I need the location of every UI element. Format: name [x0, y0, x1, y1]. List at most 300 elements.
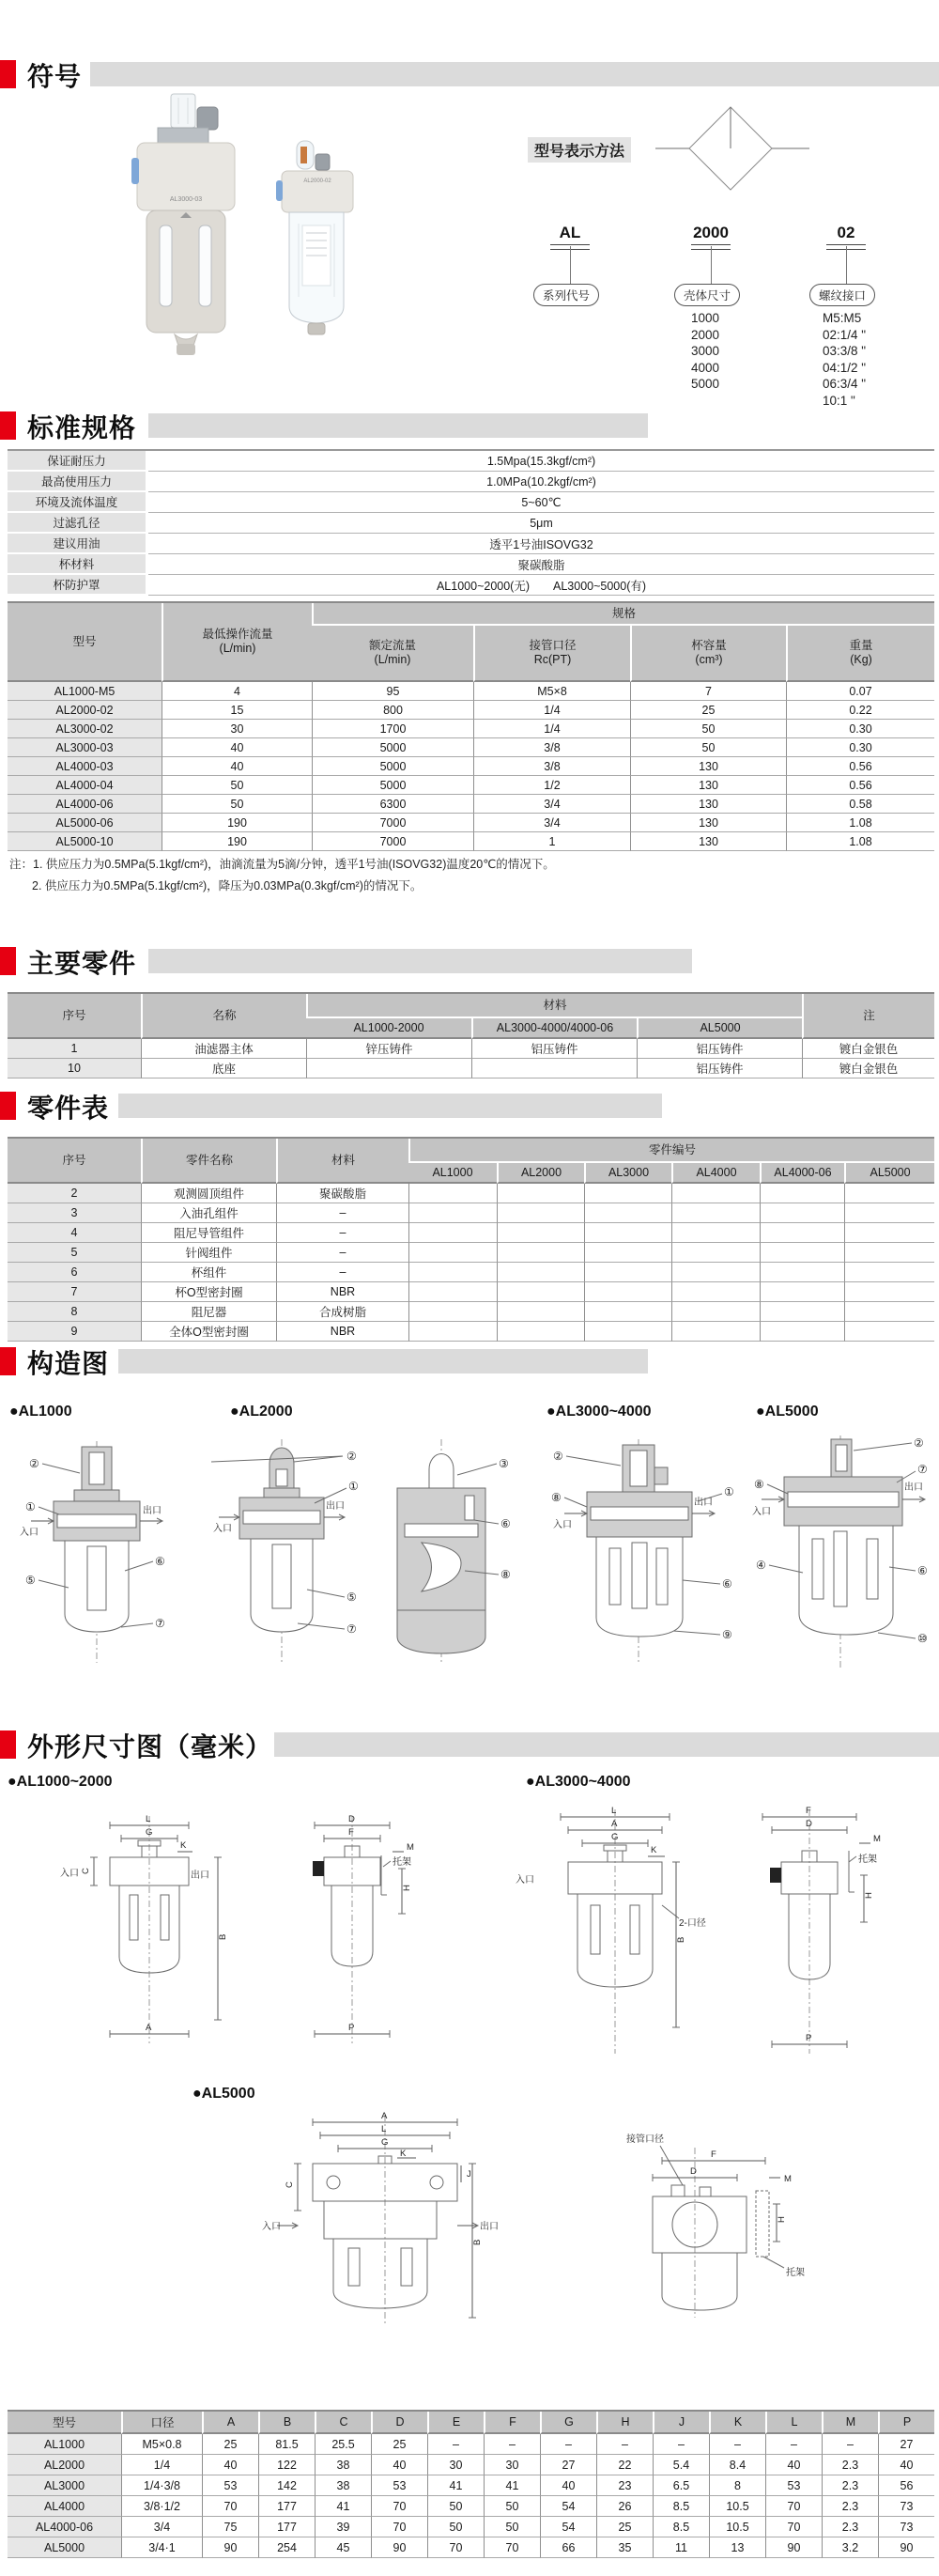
pipe-port-label: 接管口径 [626, 2134, 664, 2145]
section-bar [148, 949, 692, 973]
table-cell: 41 [315, 2496, 371, 2517]
table-cell: 7 [8, 1282, 141, 1302]
table-cell: 5μm [148, 513, 934, 534]
group-header-part-no: 零件编号 [408, 1139, 934, 1163]
table-cell [760, 1184, 844, 1203]
table-cell: 3.2 [822, 2537, 878, 2558]
col-header-model: 型号 [8, 603, 162, 682]
thread-port-options [823, 310, 866, 409]
construction-label-al3000-4000: ●AL3000~4000 [546, 1404, 652, 1420]
col-header-min-flow [162, 603, 312, 682]
dim-P: P [348, 2023, 355, 2033]
table-cell: 177 [258, 2496, 315, 2517]
dim-A: A [146, 2023, 152, 2033]
table-cell: – [276, 1243, 408, 1263]
callout-5: ⑤ [346, 1591, 357, 1604]
table-cell: 40 [371, 2455, 427, 2475]
table-cell: 1700 [312, 720, 473, 738]
dimension-drawing-side-al3000-4000 [732, 1802, 887, 2060]
callout-3: ③ [499, 1457, 509, 1470]
callout-7: ⑦ [155, 1617, 165, 1630]
table-cell: M5×8 [473, 682, 630, 701]
table-cell [760, 1243, 844, 1263]
table-cell: 38 [315, 2455, 371, 2475]
table-cell: 3/8·1/2 [121, 2496, 202, 2517]
outlet-label: 出口 [326, 1501, 345, 1512]
table-cell [497, 1223, 584, 1243]
option-item: 10:1 " [823, 393, 855, 408]
table-cell: 15 [162, 701, 312, 720]
table-cell [408, 1243, 497, 1263]
table-cell: 81.5 [258, 2434, 315, 2455]
construction-label-al1000: ●AL1000 [9, 1404, 72, 1420]
table-cell [408, 1203, 497, 1223]
table-row [8, 832, 934, 851]
construction-diagram-al3000-4000 [540, 1430, 742, 1674]
table-cell: 3/8 [473, 738, 630, 757]
col-header-al4000-06: AL4000-06 [760, 1163, 844, 1184]
dim-H: H [402, 1885, 412, 1891]
table-cell: 40 [162, 757, 312, 776]
product-photo [131, 92, 394, 374]
header-line: (L/min) [374, 653, 411, 666]
dim-C: C [285, 2181, 295, 2188]
table-cell: 1.0MPa(10.2kgf/cm²) [148, 472, 934, 492]
table-cell: AL2000-02 [8, 701, 162, 720]
col-header-port [473, 626, 630, 682]
dim-L: L [611, 1806, 617, 1816]
table-cell [844, 1282, 934, 1302]
table-cell: AL1000 [8, 2434, 121, 2455]
table-cell: 50 [484, 2517, 540, 2537]
construction-diagram-al1000 [14, 1430, 178, 1674]
dim-H: H [777, 2216, 787, 2223]
col-header-al5000: AL5000 [844, 1163, 934, 1184]
outlet-label: 出口 [143, 1506, 162, 1516]
note-line-2: 2. 供应压力为0.5MPa(5.1kgf/cm²)，降压为0.03MPa(0.3kgf/cm²)的情况下。 [32, 879, 423, 892]
connector-line [570, 246, 571, 284]
table-cell: 40 [765, 2455, 822, 2475]
table-cell: 70 [484, 2537, 540, 2558]
option-item: 2000 [691, 327, 720, 342]
table-cell [584, 1203, 671, 1223]
table-row [8, 1223, 934, 1243]
group-header-spec: 规格 [312, 603, 934, 626]
table-cell: 70 [371, 2496, 427, 2517]
table-cell [844, 1243, 934, 1263]
left-model-label: AL3000-03 [169, 196, 203, 203]
table-cell: 1.08 [786, 814, 934, 832]
outlet-label: 出口 [191, 1870, 209, 1881]
table-cell: 1 [8, 1039, 141, 1059]
section-title: 标准规格 [27, 413, 137, 442]
table-cell: 聚碳酸脂 [276, 1184, 408, 1203]
table-cell: 26 [596, 2496, 653, 2517]
thread-port-label: 螺纹接口 [809, 284, 875, 306]
table-cell [497, 1184, 584, 1203]
table-cell: 70 [202, 2496, 258, 2517]
dimension-drawing-front-al5000 [258, 2109, 512, 2330]
table-cell: 5 [8, 1243, 141, 1263]
table-cell: 1.5Mpa(15.3kgf/cm²) [148, 451, 934, 472]
table-row [8, 2455, 934, 2475]
col-header-al1000: AL1000 [408, 1163, 497, 1184]
dim-G: G [146, 1827, 153, 1838]
table-cell: AL3000 [8, 2475, 121, 2496]
table-cell [497, 1282, 584, 1302]
dim-D: D [806, 1819, 812, 1829]
col-header-mat-2: AL3000-4000/4000-06 [471, 1018, 637, 1039]
callout-6: ⑥ [722, 1577, 732, 1591]
table-cell: 30 [427, 2455, 484, 2475]
table-row [8, 795, 934, 814]
table-cell: 保证耐压力 [8, 451, 148, 472]
table-cell: 锌压铸件 [306, 1039, 471, 1059]
dim-K: K [651, 1845, 657, 1855]
table-cell: 40 [540, 2475, 596, 2496]
table-cell: 4 [8, 1223, 141, 1243]
dim-K: K [400, 2149, 407, 2159]
model-code-title: 型号表示方法 [528, 137, 631, 163]
table-cell: 6300 [312, 795, 473, 814]
table-cell: 入油孔组件 [141, 1203, 276, 1223]
connector-line [711, 246, 712, 284]
table-cell: 95 [312, 682, 473, 701]
table-cell [584, 1243, 671, 1263]
table-row [8, 1282, 934, 1302]
table-cell: – [276, 1263, 408, 1282]
table-cell [671, 1184, 760, 1203]
header-line: (Kg) [850, 653, 872, 666]
table-cell [760, 1223, 844, 1243]
table-cell: 油滤器主体 [141, 1039, 306, 1059]
dim-L: L [146, 1814, 151, 1824]
table-cell [471, 1059, 637, 1079]
table-cell: 10 [8, 1059, 141, 1079]
table-cell: 190 [162, 814, 312, 832]
table-cell [584, 1282, 671, 1302]
table-cell: 130 [630, 757, 786, 776]
col-header-no: 序号 [8, 1139, 141, 1184]
table-cell: 0.07 [786, 682, 934, 701]
outlet-label: 出口 [480, 2222, 499, 2232]
callout-1: ① [348, 1480, 359, 1493]
col-header-mat-3: AL5000 [637, 1018, 802, 1039]
table-cell: 41 [484, 2475, 540, 2496]
table-cell: 7000 [312, 832, 473, 851]
table-cell: 45 [315, 2537, 371, 2558]
table-cell: 6 [8, 1263, 141, 1282]
table-cell: AL4000 [8, 2496, 121, 2517]
callout-6: ⑥ [917, 1564, 928, 1577]
table-cell [760, 1203, 844, 1223]
dims-label-al1000-2000: ●AL1000~2000 [8, 1774, 113, 1790]
inlet-label: 入口 [553, 1520, 572, 1530]
table-cell [306, 1059, 471, 1079]
dim-D: D [690, 2166, 697, 2177]
table-cell: 190 [162, 832, 312, 851]
table-cell: 70 [427, 2537, 484, 2558]
inlet-label: 入口 [262, 2222, 281, 2232]
inlet-label: 入口 [20, 1528, 38, 1538]
table-cell: 25 [596, 2517, 653, 2537]
table-cell: 90 [371, 2537, 427, 2558]
table-cell: 1/4 [473, 720, 630, 738]
table-cell [671, 1203, 760, 1223]
construction-diagram-al2000 [211, 1430, 521, 1674]
table-row [8, 2412, 934, 2434]
table-cell: 铝压铸件 [471, 1039, 637, 1059]
table-cell [844, 1322, 934, 1342]
table-cell: AL1000~2000(无) AL3000~5000(有) [148, 575, 934, 596]
table-cell: 1 [473, 832, 630, 851]
inlet-label: 入口 [516, 1875, 534, 1885]
table-cell [671, 1243, 760, 1263]
table-cell: 1.08 [786, 832, 934, 851]
table-row [8, 682, 934, 701]
table-cell: 透平1号油ISOVG32 [148, 534, 934, 554]
table-row [8, 2517, 934, 2537]
table-cell: 27 [540, 2455, 596, 2475]
table-cell: 39 [315, 2517, 371, 2537]
section-bar [118, 1349, 648, 1373]
table-cell: 2.3 [822, 2517, 878, 2537]
section-title: 外形尺寸图（毫米） [27, 1732, 273, 1761]
table-row [8, 2434, 934, 2455]
table-row [8, 776, 934, 795]
table-cell: 观测圆顶组件 [141, 1184, 276, 1203]
table-cell [844, 1203, 934, 1223]
table-row [8, 534, 934, 554]
table-cell: 针阀组件 [141, 1243, 276, 1263]
callout-8: ⑧ [551, 1491, 562, 1504]
table-cell: 177 [258, 2517, 315, 2537]
option-item: 3000 [691, 344, 720, 358]
table-cell: 5000 [312, 738, 473, 757]
col-header-note: 注 [802, 994, 934, 1039]
table-cell: – [540, 2434, 596, 2455]
col-header-al3000: AL3000 [584, 1163, 671, 1184]
table-cell: 3/8 [473, 757, 630, 776]
table-cell: 阻尼导管组件 [141, 1223, 276, 1243]
section-title: 构造图 [27, 1349, 110, 1378]
dim-G: G [611, 1832, 619, 1842]
table-cell: 杯材料 [8, 554, 148, 575]
table-cell: 54 [540, 2496, 596, 2517]
table-cell: 130 [630, 832, 786, 851]
section-bar [148, 413, 648, 438]
table-cell [760, 1282, 844, 1302]
table-cell: J [653, 2412, 709, 2434]
table-cell: 90 [202, 2537, 258, 2558]
table-cell: 130 [630, 776, 786, 795]
table-cell: 8 [8, 1302, 141, 1322]
table-cell: AL5000 [8, 2537, 121, 2558]
table-row [8, 1302, 934, 1322]
table-cell: 阻尼器 [141, 1302, 276, 1322]
section-marker [0, 1730, 16, 1759]
section-header-construction [0, 1343, 939, 1379]
table-cell: 800 [312, 701, 473, 720]
dimension-drawing-front-al3000-4000 [512, 1802, 728, 2060]
table-cell: 3 [8, 1203, 141, 1223]
dim-F: F [806, 1806, 811, 1816]
table-cell: 40 [162, 738, 312, 757]
table-cell [497, 1263, 584, 1282]
table-cell [584, 1223, 671, 1243]
table-cell: 22 [596, 2455, 653, 2475]
table-cell: 254 [258, 2537, 315, 2558]
code-body-size: 2000 [693, 224, 729, 241]
dim-F: F [711, 2149, 716, 2160]
dims-label-al3000-4000: ●AL3000~4000 [526, 1774, 631, 1790]
callout-7: ⑦ [917, 1463, 928, 1476]
table-cell: M [822, 2412, 878, 2434]
section-bar [274, 1732, 939, 1757]
section-header-symbol [0, 56, 939, 92]
table-cell [497, 1203, 584, 1223]
header-line: 重量 [849, 639, 873, 652]
table-cell: 4 [162, 682, 312, 701]
table-cell: 130 [630, 814, 786, 832]
table-cell: 5000 [312, 776, 473, 795]
table-cell: 0.22 [786, 701, 934, 720]
table-cell: G [540, 2412, 596, 2434]
col-header-material: 材料 [276, 1139, 408, 1184]
dim-G: G [381, 2137, 389, 2148]
callout-9: ⑨ [722, 1628, 732, 1641]
table-cell [584, 1263, 671, 1282]
section-title: 符号 [27, 62, 83, 91]
table-cell: 50 [630, 720, 786, 738]
bracket-label: 托架 [786, 2268, 805, 2278]
inlet-label: 入口 [213, 1524, 232, 1534]
section-bar [90, 62, 939, 86]
table-row [8, 1263, 934, 1282]
dim-M: M [784, 2174, 792, 2184]
table-cell: 环境及流体温度 [8, 492, 148, 513]
table-cell: 27 [878, 2434, 934, 2455]
table-cell: AL3000-02 [8, 720, 162, 738]
header-line: (L/min) [219, 642, 256, 655]
bracket-label: 托架 [393, 1857, 411, 1868]
table-cell: 9 [8, 1322, 141, 1342]
table-cell: 30 [484, 2455, 540, 2475]
table-row [8, 2496, 934, 2517]
header-line: (cm³) [695, 653, 723, 666]
table-row [8, 738, 934, 757]
callout-1: ① [724, 1485, 734, 1498]
connector-line [846, 246, 847, 284]
table-cell: C [315, 2412, 371, 2434]
table-cell: 铝压铸件 [637, 1059, 802, 1079]
dims-label-al5000: ●AL5000 [192, 2086, 255, 2102]
dim-F: F [348, 1827, 354, 1838]
table-cell: – [765, 2434, 822, 2455]
table-cell: 杯防护罩 [8, 575, 148, 596]
series-code-label: 系列代号 [533, 284, 599, 306]
table-cell: 50 [484, 2496, 540, 2517]
table-row [8, 492, 934, 513]
header-line: 额定流量 [368, 639, 416, 652]
dim-M: M [873, 1834, 881, 1844]
table-row [8, 1039, 934, 1059]
table-cell: 11 [653, 2537, 709, 2558]
table-cell: 3/4·1 [121, 2537, 202, 2558]
table-cell [844, 1223, 934, 1243]
table-cell: 142 [258, 2475, 315, 2496]
table-cell: 3/4 [473, 795, 630, 814]
table-cell: 8.4 [709, 2455, 765, 2475]
table-cell: 1/4 [121, 2455, 202, 2475]
table-cell: 23 [596, 2475, 653, 2496]
model-spec-table [8, 601, 934, 851]
table-cell: – [653, 2434, 709, 2455]
dim-B: B [472, 2239, 483, 2245]
option-item: 4000 [691, 360, 720, 375]
outlet-label: 出口 [904, 1482, 923, 1493]
table-row [8, 1203, 934, 1223]
table-cell: 合成树脂 [276, 1302, 408, 1322]
table-cell: 7000 [312, 814, 473, 832]
inlet-label: 入口 [752, 1507, 771, 1517]
table-cell: – [427, 2434, 484, 2455]
table-cell: 130 [630, 795, 786, 814]
table-cell: 70 [371, 2517, 427, 2537]
table-cell [844, 1184, 934, 1203]
table-cell: 镀白金银色 [802, 1059, 934, 1079]
table-cell [408, 1223, 497, 1243]
construction-diagram-al5000 [747, 1426, 934, 1680]
callout-2: ② [553, 1450, 563, 1463]
table-cell: 7 [630, 682, 786, 701]
col-header-al4000: AL4000 [671, 1163, 760, 1184]
callout-1: ① [25, 1500, 36, 1513]
table-cell: 1/4·3/8 [121, 2475, 202, 2496]
option-item: 1000 [691, 311, 720, 325]
table-cell: 10.5 [709, 2517, 765, 2537]
table-cell: 铝压铸件 [637, 1039, 802, 1059]
table-cell: 50 [427, 2517, 484, 2537]
section-marker [0, 60, 16, 88]
table-cell: 73 [878, 2517, 934, 2537]
section-header-parts-list [0, 1088, 939, 1124]
dim-B: B [218, 1933, 228, 1940]
header-line: 接管口径 [529, 639, 577, 652]
dim-H: H [864, 1892, 874, 1899]
table-cell [671, 1282, 760, 1302]
table-cell: 1/4 [473, 701, 630, 720]
callout-8: ⑧ [754, 1478, 764, 1491]
table-cell: AL4000-06 [8, 795, 162, 814]
table-cell: A [202, 2412, 258, 2434]
dim-D: D [348, 1814, 355, 1824]
dim-L: L [381, 2124, 387, 2134]
dim-M: M [407, 1842, 414, 1853]
table-cell: 过滤孔径 [8, 513, 148, 534]
table-cell: 50 [162, 795, 312, 814]
table-cell: AL2000 [8, 2455, 121, 2475]
bracket-label: 托架 [858, 1854, 877, 1865]
table-cell: 40 [202, 2455, 258, 2475]
table-cell: 50 [427, 2496, 484, 2517]
table-cell: 75 [202, 2517, 258, 2537]
section-marker [0, 411, 16, 440]
table-cell: 5.4 [653, 2455, 709, 2475]
col-header-no: 序号 [8, 994, 141, 1039]
table-cell: 25.5 [315, 2434, 371, 2455]
table-cell: 0.58 [786, 795, 934, 814]
